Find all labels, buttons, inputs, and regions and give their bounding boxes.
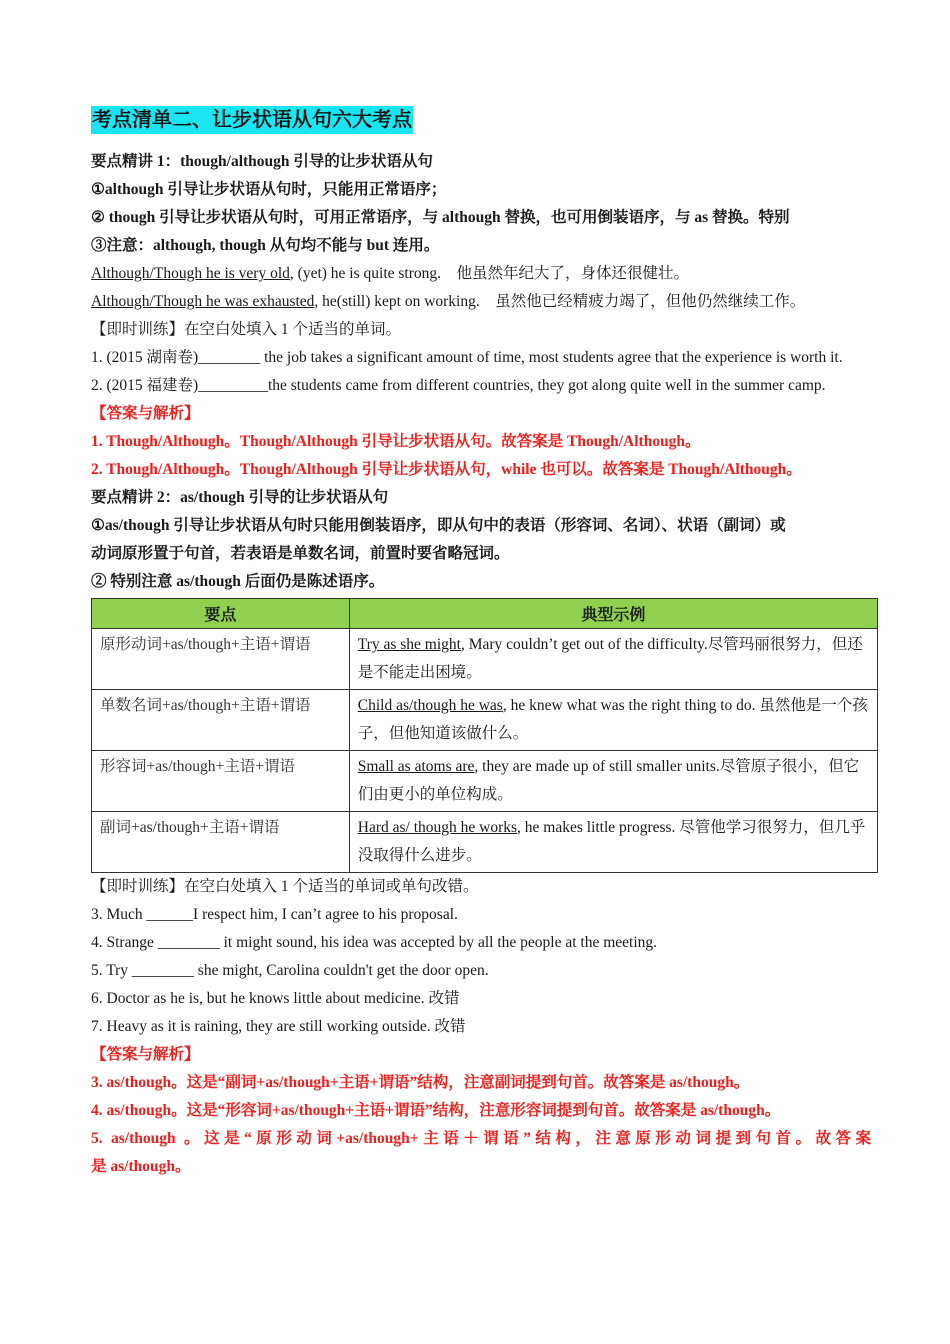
answer-heading-2: 【答案与解析】 [91, 1046, 200, 1063]
table-cell-example [349, 629, 877, 690]
answer-5-line1: 5. as/though 。这是“原形动词+as/though+主语＋谓语”结构，注意原形动词提到句首。故答案 [91, 1130, 871, 1147]
table-row [92, 812, 878, 873]
example-1-rest: , (yet) he is quite strong. 他虽然年纪大了，身体还很健壮。 [289, 265, 690, 282]
question-4: 4. Strange ________ it might sound, his idea was accepted by all the people at the meeting. [91, 934, 658, 951]
section-title: 考点清单二、让步状语从句六大考点 [91, 106, 413, 134]
table-cell-example [349, 751, 877, 812]
question-3: 3. Much ______I respect him, I can’t agree to his proposal. [91, 906, 458, 923]
example-2-clause: Although/Though he was exhausted [91, 293, 315, 310]
point2-heading: 要点精讲 2：as/though 引导的让步状语从句 [91, 489, 389, 506]
answer-3: 3. as/though。这是“副词+as/though+主语+谓语”结构，注意副词提到句首。故答案是 as/though。 [91, 1074, 750, 1091]
example-1-clause: Although/Though he is very old [91, 265, 290, 282]
example-clause: Try as she might [357, 636, 461, 653]
example-2-rest: , he(still) kept on working. 虽然他已经精疲力竭了，但他仍然继续工作。 [314, 293, 806, 310]
point2-rule1b: 动词原形置于句首，若表语是单数名词，前置时要省略冠词。 [91, 545, 510, 562]
table-header-point: 要点 [92, 599, 350, 629]
example-2 [91, 288, 871, 316]
point1-rule2: ② though 引导让步状语从句时，可用正常语序，与 although 替换，也可用倒装语序，与 as 替换。特别 [91, 209, 790, 226]
answer-2: 2. Though/Although。Though/Although 引导让步状语从句，while 也可以。故答案是 Though/Although。 [91, 461, 802, 478]
table-cell-example [349, 690, 877, 751]
question-2: 2. (2015 福建卷)_________the students came from different countries, they got along quite well in the summer camp. [91, 377, 826, 394]
table-header-row [92, 599, 878, 629]
point1-heading: 要点精讲 1：though/although 引导的让步状语从句 [91, 153, 433, 170]
example-rest: , Mary couldn’t get out of the difficulty.尽管玛丽很努力，但还是不能走出困境。 [357, 636, 863, 681]
table-cell-pattern: 原形动词+as/though+主语+谓语 [92, 629, 350, 690]
example-rest: , he makes little progress. 尽管他学习很努力，但几乎没取得什么进步。 [357, 819, 866, 864]
example-clause: Small as atoms are [357, 758, 475, 775]
point1-rule1: ①although 引导让步状语从句时，只能用正常语序； [91, 181, 447, 198]
example-clause: Hard as/ though he works [357, 819, 518, 836]
example-1 [91, 260, 871, 288]
question-1: 1. (2015 湖南卷)________ the job takes a significant amount of time, most students agree that the experience is worth it. [91, 349, 843, 366]
table-row [92, 751, 878, 812]
table-header-example: 典型示例 [349, 599, 877, 629]
pattern-table [91, 598, 878, 873]
table-cell-pattern: 形容词+as/though+主语+谓语 [92, 751, 350, 812]
practice-2-heading: 【即时训练】在空白处填入 1 个适当的单词或单句改错。 [91, 878, 479, 895]
table-cell-pattern: 副词+as/though+主语+谓语 [92, 812, 350, 873]
document-page [91, 106, 871, 1181]
practice-1-heading: 【即时训练】在空白处填入 1 个适当的单词。 [91, 321, 402, 338]
example-clause: Child as/though he was [357, 697, 503, 714]
answer-5-line2: 是 as/though。 [91, 1158, 191, 1175]
example-rest: , he knew what was the right thing to do. 虽然他是一个孩子，但他知道该做什么。 [357, 697, 868, 742]
table-cell-example [349, 812, 877, 873]
answer-1: 1. Though/Although。Though/Although 引导让步状语从句。故答案是 Though/Although。 [91, 433, 701, 450]
point1-rule3: ③注意：although, though 从句均不能与 but 连用。 [91, 237, 440, 254]
table-row [92, 690, 878, 751]
table-row [92, 629, 878, 690]
answer-4: 4. as/though。这是“形容词+as/though+主语+谓语”结构，注意形容词提到句首。故答案是 as/though。 [91, 1102, 781, 1119]
question-6: 6. Doctor as he is, but he knows little about medicine. 改错 [91, 990, 460, 1007]
answer-heading-1: 【答案与解析】 [91, 405, 200, 422]
example-rest: , they are made up of still smaller units.尽管原子很小，但它们由更小的单位构成。 [357, 758, 860, 803]
question-7: 7. Heavy as it is raining, they are still working outside. 改错 [91, 1018, 466, 1035]
point2-rule1a: ①as/though 引导让步状语从句时只能用倒装语序，即从句中的表语（形容词、名词）、状语（副词）或 [91, 517, 786, 534]
question-5: 5. Try ________ she might, Carolina couldn't get the door open. [91, 962, 489, 979]
table-cell-pattern: 单数名词+as/though+主语+谓语 [92, 690, 350, 751]
point2-rule2: ② 特别注意 as/though 后面仍是陈述语序。 [91, 573, 385, 590]
